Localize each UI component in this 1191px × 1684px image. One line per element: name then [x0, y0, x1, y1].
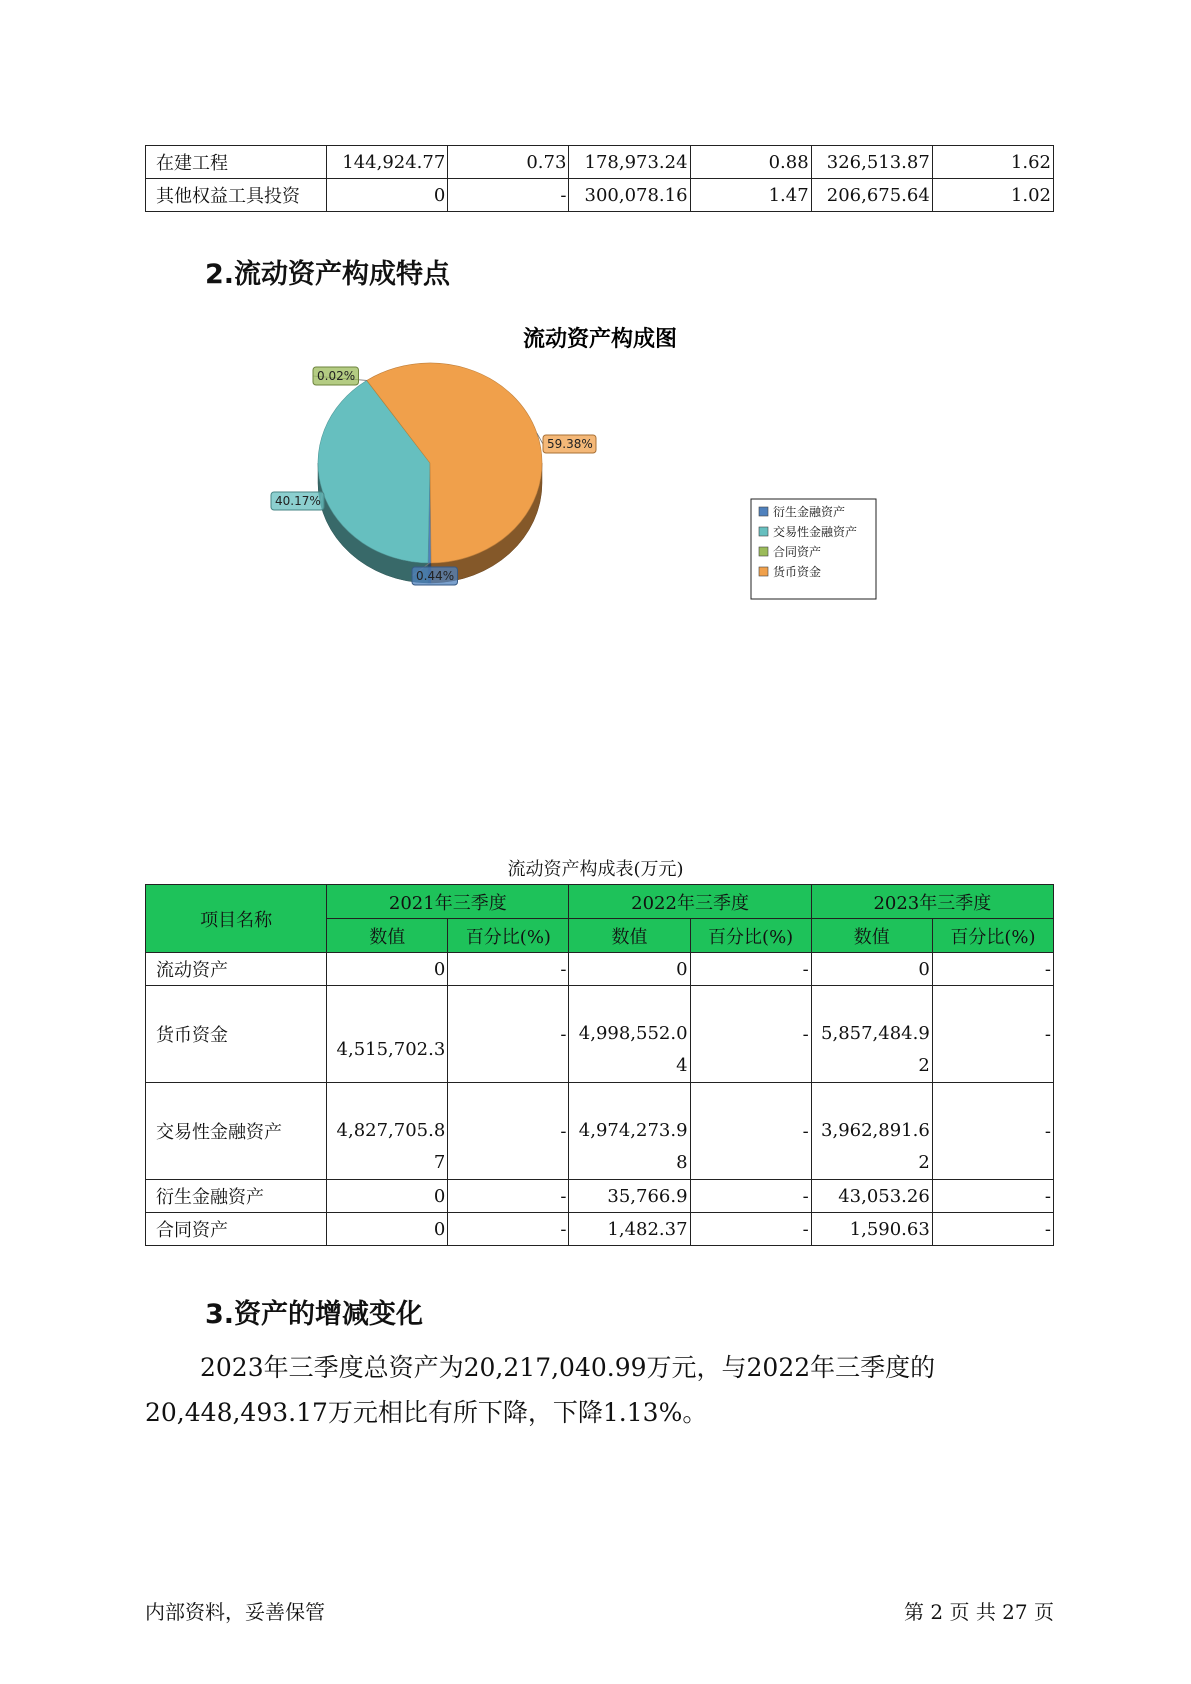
row-name: 在建工程	[146, 146, 327, 179]
cell-percent: 0.73	[448, 146, 569, 179]
cell-percent: -	[932, 986, 1053, 1083]
cell-value: 178,973.24	[569, 146, 690, 179]
cell-percent: -	[690, 1180, 811, 1213]
paragraph-line: 2023年三季度总资产为20,217,040.99万元，与2022年三季度的	[200, 1353, 936, 1382]
cell-percent: -	[448, 1180, 569, 1213]
cell-percent: 0.88	[690, 146, 811, 179]
cell-value: 43,053.26	[811, 1180, 932, 1213]
pie-label: 40.17%	[275, 494, 321, 508]
cell-percent: -	[932, 1180, 1053, 1213]
cell-value: 0	[327, 179, 448, 212]
cell-value: 4,974,273.98	[578, 1120, 688, 1173]
section-heading: 3.资产的增减变化	[205, 1299, 424, 1330]
table-row	[146, 146, 1054, 179]
table-row	[146, 986, 1054, 1083]
table-caption: 流动资产构成表(万元)	[507, 859, 684, 880]
legend-entry: 货币资金	[773, 565, 822, 579]
page-number: 第 2 页 共 27 页	[904, 1600, 1054, 1624]
cell-percent: -	[448, 953, 569, 986]
legend-entry: 交易性金融资产	[773, 525, 858, 539]
cell-percent: -	[690, 953, 811, 986]
table-row	[146, 1180, 1054, 1213]
asset-table-top	[145, 145, 1054, 212]
legend-swatch	[759, 547, 768, 556]
cell-percent: -	[448, 179, 569, 212]
row-name: 流动资产	[146, 953, 327, 986]
paragraph	[145, 1345, 1055, 1435]
cell-value: 326,513.87	[811, 146, 932, 179]
header-value: 数值	[811, 919, 932, 953]
cell-value: 300,078.16	[569, 179, 690, 212]
cell-value: 4,515,702.3	[336, 1039, 446, 1060]
cell-value: 144,924.77	[327, 146, 448, 179]
header-value: 数值	[327, 919, 448, 953]
chart-legend	[751, 499, 876, 599]
pie-label: 59.38%	[547, 437, 593, 451]
cell-value: 0	[327, 1213, 448, 1246]
cell-percent: -	[932, 953, 1053, 986]
cell-value: 5,857,484.92	[821, 1023, 930, 1076]
cell-percent: -	[448, 986, 569, 1083]
table-row	[146, 953, 1054, 986]
paragraph-line: 20,448,493.17万元相比有所下降，下降1.13%。	[145, 1398, 708, 1427]
cell-percent: -	[448, 1083, 569, 1180]
cell-value: 4,998,552.04	[578, 1023, 688, 1076]
cell-percent: 1.47	[690, 179, 811, 212]
legend-swatch	[759, 507, 768, 516]
cell-value: 1,590.63	[811, 1213, 932, 1246]
legend-entry: 合同资产	[773, 545, 822, 559]
header-percent: 百分比(%)	[932, 919, 1053, 953]
cell-value: 0	[811, 953, 932, 986]
pie-chart	[145, 315, 895, 655]
header-percent: 百分比(%)	[448, 919, 569, 953]
cell-value: 3,962,891.62	[821, 1120, 930, 1173]
pie-label: 0.02%	[317, 369, 356, 383]
row-name: 其他权益工具投资	[146, 179, 327, 212]
cell-percent: -	[690, 986, 811, 1083]
cell-percent: -	[448, 1213, 569, 1246]
table-row	[146, 1083, 1054, 1180]
current-assets-table	[145, 884, 1054, 1246]
cell-value: 4,827,705.87	[336, 1120, 446, 1173]
legend-swatch	[759, 567, 768, 576]
header-year: 2021年三季度	[327, 885, 569, 919]
cell-value: 1,482.37	[569, 1213, 690, 1246]
row-name: 交易性金融资产	[146, 1083, 327, 1180]
footer-note: 内部资料，妥善保管	[145, 1600, 325, 1624]
cell-percent: 1.62	[932, 146, 1053, 179]
cell-percent: -	[690, 1083, 811, 1180]
cell-percent: -	[690, 1213, 811, 1246]
table-row	[146, 179, 1054, 212]
table-row	[146, 1213, 1054, 1246]
header-item-name: 项目名称	[146, 885, 327, 953]
row-name: 衍生金融资产	[146, 1180, 327, 1213]
cell-value: 35,766.9	[569, 1180, 690, 1213]
pie-slices	[318, 363, 542, 563]
section-heading: 2.流动资产构成特点	[205, 259, 451, 290]
row-name: 合同资产	[146, 1213, 327, 1246]
chart-title: 流动资产构成图	[522, 326, 678, 352]
header-value: 数值	[569, 919, 690, 953]
cell-value: 0	[327, 1180, 448, 1213]
header-year: 2023年三季度	[811, 885, 1053, 919]
row-name: 货币资金	[146, 986, 327, 1083]
cell-value: 206,675.64	[811, 179, 932, 212]
pie-label: 0.44%	[416, 569, 455, 583]
cell-value: 0	[569, 953, 690, 986]
cell-percent: -	[932, 1083, 1053, 1180]
header-percent: 百分比(%)	[690, 919, 811, 953]
cell-percent: -	[932, 1213, 1053, 1246]
legend-swatch	[759, 527, 768, 536]
cell-value: 0	[327, 953, 448, 986]
cell-percent: 1.02	[932, 179, 1053, 212]
header-year: 2022年三季度	[569, 885, 811, 919]
legend-entry: 衍生金融资产	[773, 505, 846, 519]
